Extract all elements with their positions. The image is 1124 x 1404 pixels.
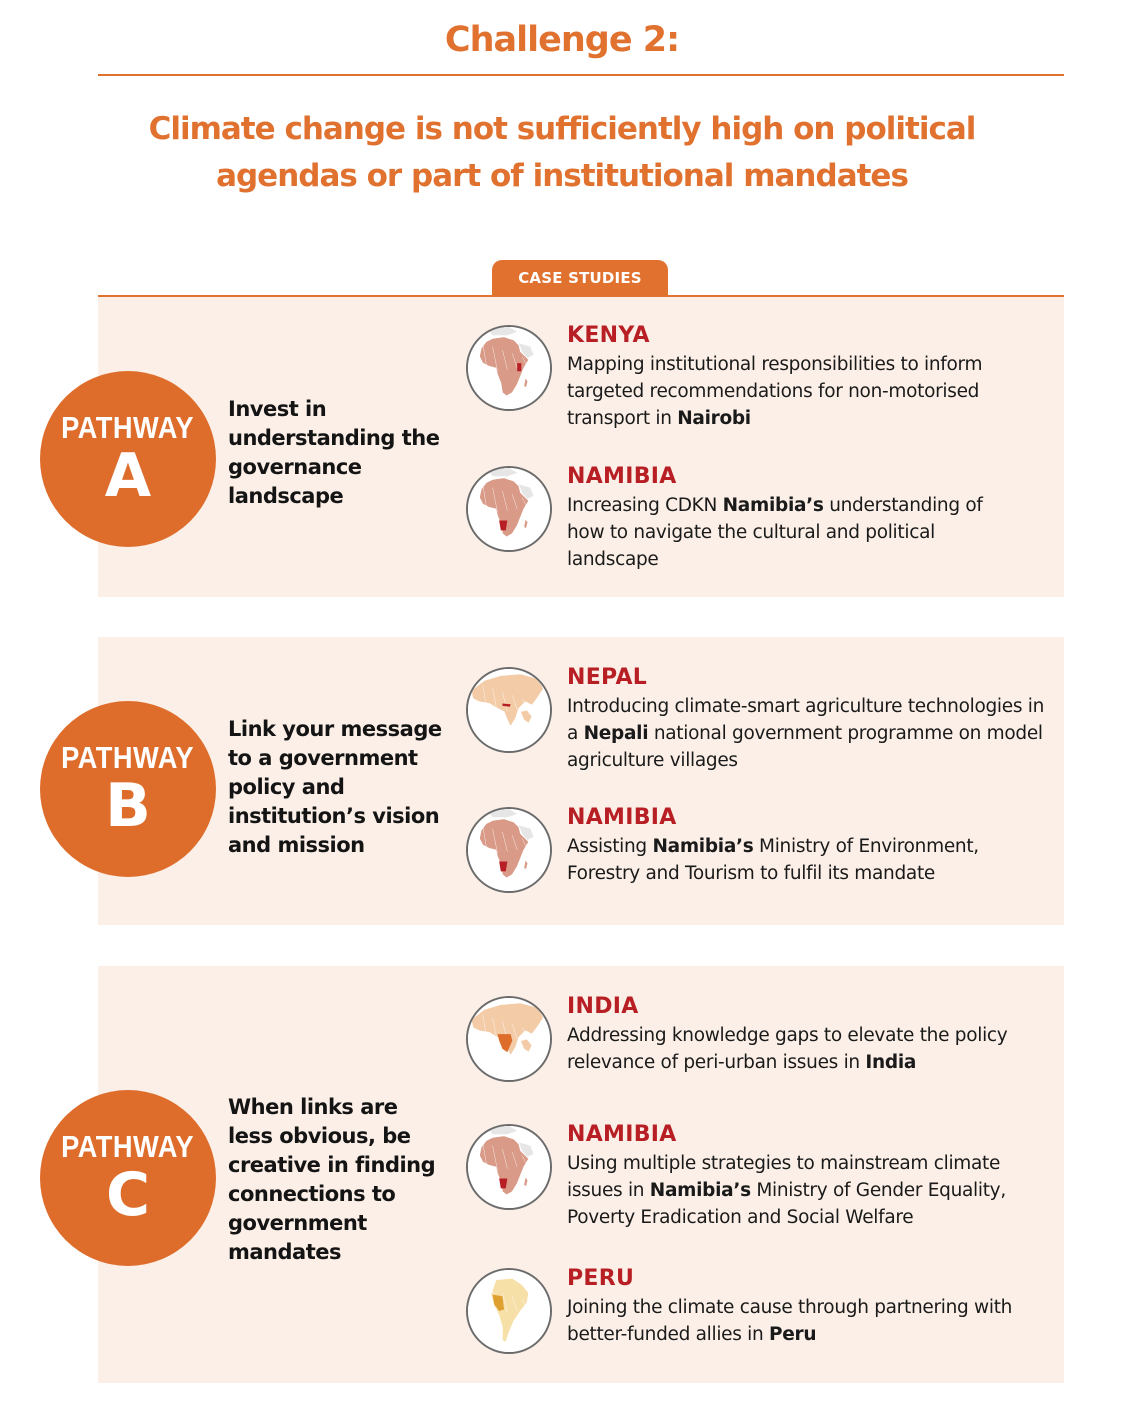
title-divider <box>98 74 1064 76</box>
africa-map-namibia-icon <box>466 466 552 552</box>
asia-map-india-icon <box>466 996 552 1082</box>
pathway-b-badge <box>40 701 216 877</box>
pathway-b-panel <box>61 637 1064 925</box>
case-description: Assisting Namibia’s Ministry of Environment, Forestry and Tourism to fulfil its mandate <box>567 836 979 884</box>
pathway-letter: C <box>105 1160 151 1230</box>
pathway-a-panel <box>61 297 1064 597</box>
case-description: Mapping institutional responsibilities to inform targeted recommendations for non-motorised transport in Nairobi <box>567 354 983 429</box>
pathway-b-description: Link your message to a government policy and institution’s vision and mission <box>228 717 442 857</box>
case-country: INDIA <box>567 994 639 1019</box>
case-description: Joining the climate cause through partnering with better-funded allies in Peru <box>567 1297 1013 1345</box>
africa-map-kenya-icon <box>466 325 552 411</box>
pathway-c-badge <box>40 1090 216 1266</box>
pathway-a-badge <box>40 371 216 547</box>
south-america-map-peru-icon <box>466 1268 552 1354</box>
africa-map-namibia-icon <box>466 807 552 893</box>
pathway-a-description: Invest in understanding the governance landscape <box>228 397 440 508</box>
page-title: Challenge 2: <box>444 20 680 60</box>
case-description: Using multiple strategies to mainstream climate issues in Namibia’s Ministry of Gender Equality, Poverty Eradication and Social Welfare <box>567 1153 1006 1228</box>
asia-map-nepal-icon <box>466 667 552 753</box>
pathway-c-description: When links are less obvious, be creative in finding connections to government mandates <box>228 1095 436 1264</box>
case-description: Introducing climate-smart agriculture technologies in a Nepali national government programme on model agriculture villages <box>567 696 1045 771</box>
pathway-letter: B <box>105 771 151 841</box>
case-country: NAMIBIA <box>567 464 677 489</box>
pathway-word: PATHWAY <box>61 1129 195 1164</box>
pathway-c-panel <box>61 966 1064 1383</box>
case-studies-tab: CASE STUDIES <box>492 260 668 296</box>
pathway-letter: A <box>104 441 152 511</box>
page-subtitle: Climate change is not sufficiently high on political agendas or part of institutional mandates <box>148 111 976 194</box>
case-description: Increasing CDKN Namibia’s understanding of how to navigate the cultural and political landscape <box>567 495 983 570</box>
pathway-word: PATHWAY <box>61 740 195 775</box>
case-description: Addressing knowledge gaps to elevate the policy relevance of peri-urban issues in India <box>567 1025 1008 1073</box>
case-country: NAMIBIA <box>567 805 677 830</box>
pathway-word: PATHWAY <box>61 410 195 445</box>
case-country: NAMIBIA <box>567 1122 677 1147</box>
case-country: NEPAL <box>567 665 648 690</box>
case-country: KENYA <box>567 323 650 348</box>
africa-map-namibia-icon <box>466 1124 552 1210</box>
case-country: PERU <box>567 1266 635 1291</box>
